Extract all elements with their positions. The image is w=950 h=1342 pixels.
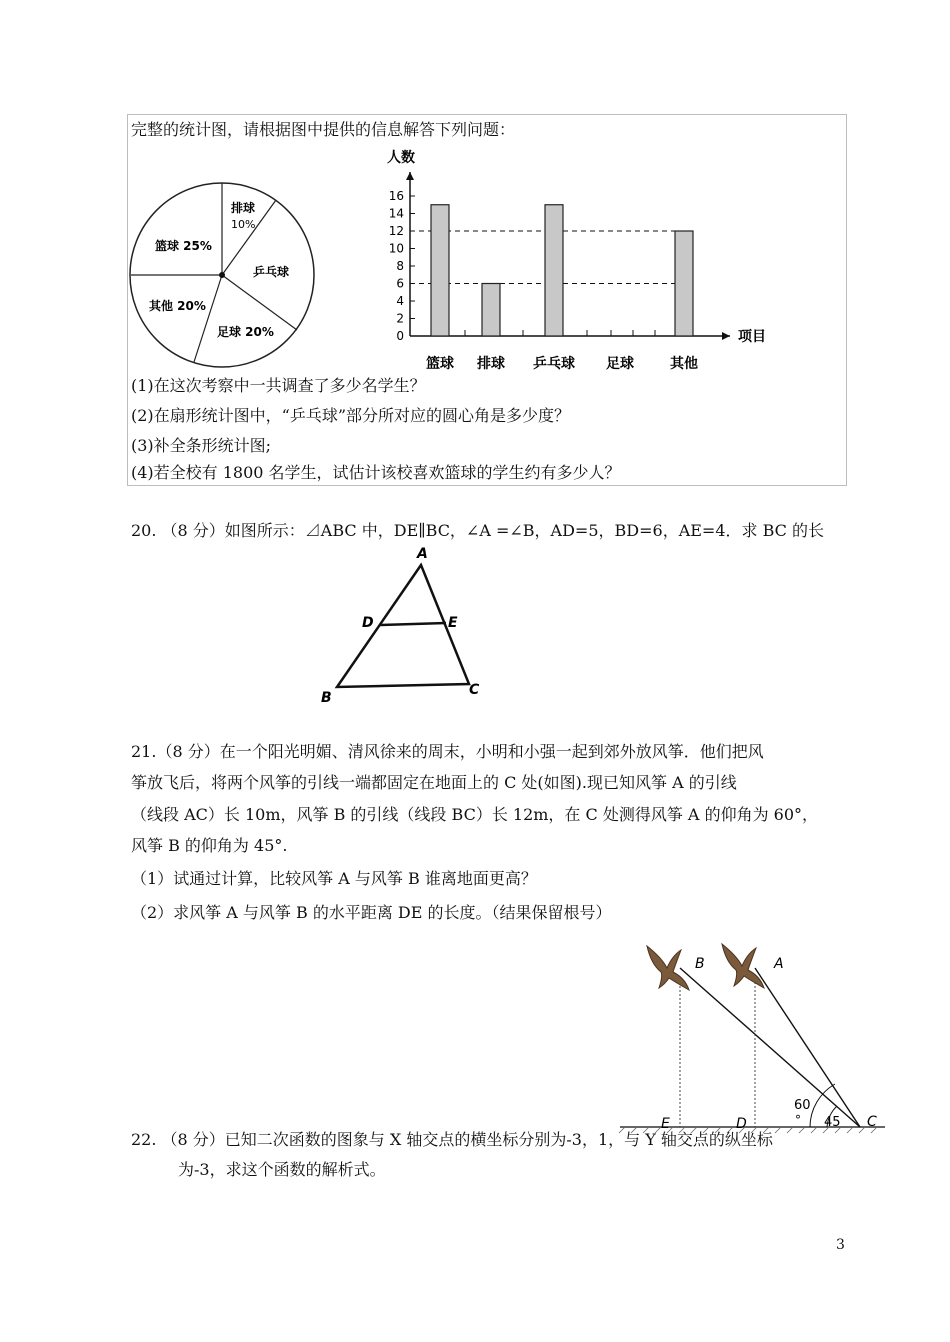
pie-label-football: 足球 20% xyxy=(217,325,274,339)
q21-line2: 筝放飞后，将两个风筝的引线一端都固定在地面上的 C 处(如图).现已知风筝 A 的引线 xyxy=(131,773,737,792)
y-tick-label: 14 xyxy=(388,206,404,221)
q19-sub3: (3)补全条形统计图; xyxy=(131,436,272,455)
x-category-label: 足球 xyxy=(606,356,634,372)
pie-label-basketball: 篮球 25% xyxy=(155,239,212,253)
y-tick-label: 2 xyxy=(396,311,404,326)
fig-label-d: D xyxy=(736,1116,747,1132)
label-a: A xyxy=(417,546,428,562)
kite-b-icon xyxy=(647,946,689,990)
q22-line2: 为-3，求这个函数的解析式。 xyxy=(178,1160,386,1179)
pie-chart xyxy=(127,180,322,370)
bar-chart xyxy=(375,140,795,380)
x-category-label: 篮球 xyxy=(426,356,454,372)
q21-sub1: （1）试通过计算，比较风筝 A 与风筝 B 谁离地面更高？ xyxy=(131,869,537,888)
x-axis-label: 项目 xyxy=(738,329,766,345)
y-tick-label: 12 xyxy=(388,224,404,238)
fig-label-c: C xyxy=(867,1114,877,1130)
label-c: C xyxy=(469,682,480,698)
pie-label-pingpong: 乒乓球 xyxy=(253,265,290,279)
pie-label-volleyball-pct: 10% xyxy=(231,218,256,231)
q21-sub2: （2）求风筝 A 与风筝 B 的水平距离 DE 的长度。（结果保留根号） xyxy=(131,903,612,922)
q21-kite-figure xyxy=(615,930,890,1140)
x-category-label: 乒乓球 xyxy=(533,356,575,372)
y-tick-label: 8 xyxy=(396,259,404,273)
pie-divider-football-other xyxy=(194,275,222,362)
y-tick-label: 10 xyxy=(388,241,404,256)
angle-label-45: 45 xyxy=(824,1115,841,1130)
bar-4 xyxy=(675,231,693,336)
fig-label-a: A xyxy=(774,956,784,972)
angle-label-60: 60 xyxy=(794,1098,811,1113)
q19-sub4: (4)若全校有 1800 名学生，试估计该校喜欢篮球的学生约有多少人？ xyxy=(131,463,621,482)
y-tick-label: 16 xyxy=(388,189,404,203)
angle-label-deg: ° xyxy=(795,1113,801,1127)
q19-intro: 完整的统计图，请根据图中提供的信息解答下列问题： xyxy=(131,120,516,139)
label-d: D xyxy=(362,615,374,631)
label-e: E xyxy=(448,615,458,631)
x-category-label: 排球 xyxy=(477,356,505,372)
kite-a-icon xyxy=(722,944,764,988)
x-axis-arrow xyxy=(722,332,730,340)
q19-sub1: (1)在这次考察中一共调查了多少名学生？ xyxy=(131,376,426,395)
y-axis-label: 人数 xyxy=(387,150,415,166)
pie-center xyxy=(219,272,225,278)
bar-2 xyxy=(545,205,563,336)
y-axis-arrow xyxy=(406,172,414,180)
pie-label-volleyball: 排球 xyxy=(231,201,256,215)
q21-line4: 风筝 B 的仰角为 45°. xyxy=(131,836,288,855)
fig-label-b: B xyxy=(695,956,705,972)
bar-1 xyxy=(482,284,500,337)
y-tick-label: 4 xyxy=(396,294,404,308)
q22-line1: 22. （8 分）已知二次函数的图象与 X 轴交点的横坐标分别为-3，1，与 Y 轴交点的纵坐标 xyxy=(131,1130,773,1149)
q19-sub2: (2)在扇形统计图中，“乒乓球”部分所对应的圆心角是多少度？ xyxy=(131,406,571,425)
q21-line1: 21.（8 分）在一个阳光明媚、清风徐来的周末，小明和小强一起到郊外放风筝．他们把风 xyxy=(131,742,764,761)
x-category-label: 其他 xyxy=(670,356,698,372)
pie-divider-pingpong-football xyxy=(222,275,297,330)
bar-0 xyxy=(431,205,449,336)
page-number: 3 xyxy=(836,1237,845,1253)
pie-label-other: 其他 20% xyxy=(149,299,206,313)
q20-text: 20. （8 分）如图所示：⊿ABC 中，DE∥BC，∠A =∠B，AD=5，BD=6，AE=4．求 BC 的长 xyxy=(131,521,824,540)
segment-de xyxy=(379,623,446,625)
q21-line3: （线段 AC）长 10m，风筝 B 的引线（线段 BC）长 12m，在 C 处测得风筝 A 的仰角为 60°， xyxy=(131,805,819,824)
y-tick-label: 6 xyxy=(396,276,404,291)
y-tick-label: 0 xyxy=(396,329,404,343)
label-b: B xyxy=(321,690,332,706)
q20-triangle-figure xyxy=(315,540,495,710)
fig-label-e: E xyxy=(661,1116,670,1132)
